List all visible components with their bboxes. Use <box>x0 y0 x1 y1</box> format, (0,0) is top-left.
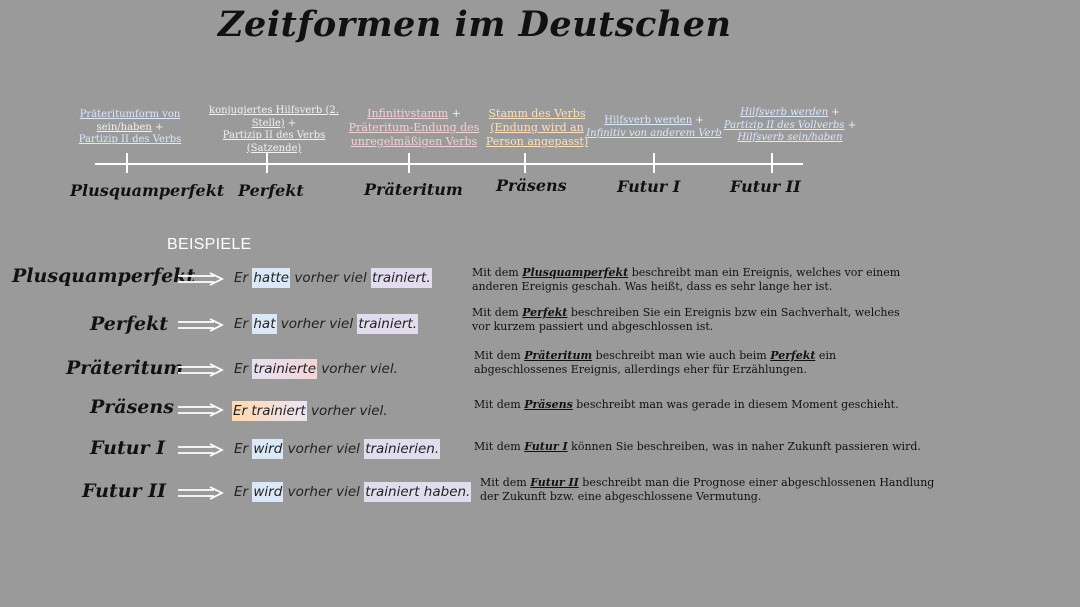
timeline-label-perfekt: Perfekt <box>238 181 304 200</box>
example-tense-label: Futur I <box>90 437 166 459</box>
timeline-desc-perfekt: konjugiertes Hilfsverb (2. Stelle) + Partizip II des Verbs (Satzende) <box>209 105 339 154</box>
timeline-label-praesens: Präsens <box>496 176 567 195</box>
example-sentence: Er wird vorher viel trainiert haben. <box>234 484 471 500</box>
examples-heading: BEISPIELE <box>167 236 252 253</box>
timeline-tick <box>524 153 526 173</box>
double-line-right-arrow-icon <box>178 403 224 417</box>
timeline-label-futur2: Futur II <box>730 177 801 196</box>
timeline-desc-praesens: Stamm des Verbs (Endung wird an Person angepasst) <box>485 107 589 148</box>
example-sentence: Er trainierte vorher viel. <box>234 361 398 377</box>
timeline-label-futur1: Futur I <box>617 177 681 196</box>
page-title: Zeitformen im Deutschen <box>218 4 732 45</box>
example-tense-label: Plusquamperfekt <box>12 265 196 287</box>
timeline-label-praeteritum: Präteritum <box>364 180 463 199</box>
timeline-line <box>95 163 803 165</box>
timeline-desc-futur1: Hilfsverb werden + Infinitiv von anderem Verb <box>586 115 722 139</box>
example-tense-label: Präsens <box>90 396 174 418</box>
timeline-tick <box>266 153 268 173</box>
example-explanation: Mit dem Futur I können Sie beschreiben, was in naher Zukunft passieren wird. <box>474 440 921 453</box>
timeline-tick <box>771 153 773 173</box>
example-explanation: Mit dem Perfekt beschreiben Sie ein Ereignis bzw ein Sachverhalt, welches vor kurzem passiert und abgeschlossen ist. <box>472 306 900 333</box>
example-explanation: Mit dem Präsens beschreibt man was gerade in diesem Moment geschieht. <box>474 398 899 411</box>
example-tense-label: Präteritum <box>66 357 184 379</box>
timeline-desc-praeteritum: Infinitivstamm + Präteritum-Endung des unregelmäßigen Verbs <box>348 107 480 148</box>
double-line-right-arrow-icon <box>178 272 224 286</box>
example-sentence: Er hat vorher viel trainiert. <box>234 316 418 332</box>
timeline-tick <box>126 153 128 173</box>
double-line-right-arrow-icon <box>178 363 224 377</box>
timeline-label-plusquamperfekt: Plusquamperfekt <box>70 181 225 200</box>
timeline-desc-futur2: Hilfsverb werden + Partizip II des Vollverbs + Hilfsverb sein/haben <box>723 107 857 143</box>
timeline-desc-plusquamperfekt: Präteritumform von sein/haben + Partizip II des Verbs <box>78 109 182 145</box>
timeline-tick <box>408 153 410 173</box>
example-sentence: Er trainiert vorher viel. <box>233 403 388 419</box>
example-explanation: Mit dem Plusquamperfekt beschreibt man ein Ereignis, welches vor einem anderen Ereignis geschah. Was heißt, dass es sehr lange her ist. <box>472 266 901 293</box>
example-sentence: Er wird vorher viel trainierien. <box>234 441 440 457</box>
example-sentence: Er hatte vorher viel trainiert. <box>234 270 431 286</box>
double-line-right-arrow-icon <box>178 318 224 332</box>
example-explanation: Mit dem Präteritum beschreibt man wie auch beim Perfekt ein abgeschlossenes Ereignis, allerdings eher für Erzählungen. <box>474 349 837 376</box>
timeline-tick <box>653 153 655 173</box>
example-tense-label: Perfekt <box>90 313 169 335</box>
double-line-right-arrow-icon <box>178 443 224 457</box>
example-tense-label: Futur II <box>82 480 166 502</box>
example-explanation: Mit dem Futur II beschreibt man die Prognose einer abgeschlossenen Handlung der Zukunft bzw. eine abgeschlossene Vermutung. <box>480 476 935 503</box>
double-line-right-arrow-icon <box>178 486 224 500</box>
